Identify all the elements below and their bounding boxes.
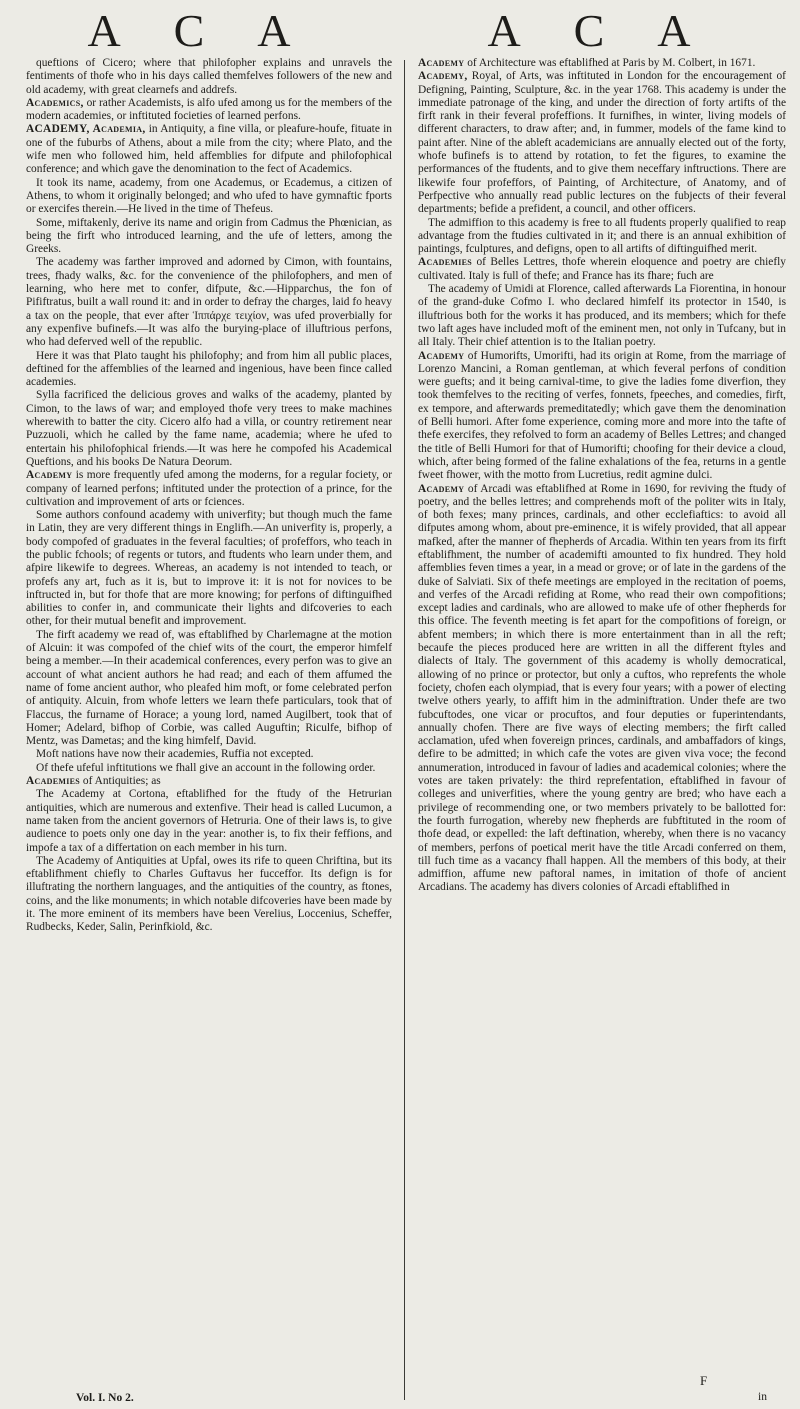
entry-text: Sylla facrificed the delicious groves and walks of the academy, planted by Cimon, to the laws of war; and employed thofe very trees to make machines wherewith to batter the city. Cicero alfo had a villa, or country retirement near Puzzuoli, which he called by the fame name, academia; where he ufed to entertain his philofophical friends.—It was here he compofed his Academical Queftions, and his books De Natura Deorum.: [26, 389, 392, 468]
paragraph: [26, 762, 392, 775]
entry-headword: ACADEMY, Academia,: [26, 123, 146, 136]
entry-text: Of thefe ufeful inftitutions we fhall give an account in the following order.: [36, 761, 376, 774]
entry-headword: Academies: [26, 775, 81, 788]
signature-mark: F: [700, 1373, 708, 1388]
paragraph: [26, 57, 392, 97]
entry-text: The academy of Umidi at Florence, called afterwards La Fiorentina, in honour of the grand-duke Cofmo I. who declared himfelf its protector in 1540, is illuftrious both for the works it has produced, and its members; which for thefe two laft ages have included moft of the eminent men, not only in Tufcany, but in all Italy. Their chief attention is to the Italian poetry.: [418, 283, 786, 349]
left-column: [26, 57, 392, 1402]
paragraph: [26, 748, 392, 761]
entry-headword: Academy: [418, 349, 465, 362]
entry-text: of Arcadi was eftablifhed at Rome in 1690, for reviving the ftudy of poetry, and the belles lettres; and comprehends moft of the politer wits in Italy, of both fexes; many princes, cardinals, and other ecclefiaftics: to avoid all difputes among whom, about pre-eminence, it is wifely provided, that all appear mafked, after the manner of fhepherds of Arcadia. Within ten years from its firft eftablifhment, the number of academifti amounted to fix hundred. They hold affemblies feven times a year, in a mead or grove; or of late in the gardens of the duke of Salviati. Six of thefe meetings are employed in the recitation of poems, and verfes of the Arcadi refiding at Rome, who read their own compofitions; except ladies and cardinals, who are allowed to make ufe of other fhepherds for this office. The feventh meeting is fet apart for the compofitions of foreign, or abfent members; in which there is more entertainment than in all the reft; becaufe the pieces produced here are written in all the different ftyles and dialects of Italy. The government of this academy is wholly democratical, allowing of no prince or protector, but only a cuftos, who reprefents the whole fociety, chofen each olympiad, that is every four years; with a power of electing twelve others yearly, to affift him in the adminiftration. Under thefe are two fubcuftodes, one vicar or procuftos, and four deputies or fuperintendants, annually chofen. There are five ways of electing members; the firft called acclamation, ufed when fovereign princes, cardinals, and ambaffadors of kings, defire to be admitted; in which cafe the votes are given viva voce; the fecond annumeration, introduced in favour of ladies and academical colonies; where the votes are taken privately: the third reprefentation, eftablifhed in favour of colleges and univerfities, where the young gentry are bred; who have each a privilege of recommending one, or two members privately to be ballotted for: the fourth furrogation, whereby new fhepherds are fubftituted in the room of thofe dead, or expelled: the laft deftination, whereby, when there is no vacancy of members, perfons of poetical merit have the title Arcadi conferred on them, till fuch time as a vacancy fhall happen. All the members of this body, at their admiffion, affume new paftoral names, in imitation of thofe of ancient Arcadians. The academy has divers colonies of Arcadi eftablifhed in: [418, 482, 786, 894]
entry-headword: Academy: [418, 57, 465, 69]
running-head-right: A C A: [487, 5, 713, 56]
entry-text: The Academy of Antiquities at Upfal, owes its rife to queen Chriftina, but its eftablifhment chiefly to Charles Guftavus her fucceffor. Its defign is for illuftrating the northern languages, and the antiquities of the country, as ftones, coins, and the like monuments; in which notable difcoveries have been made by it. The more eminent of its members have been Verelius, Loccenius, Scheffer, Rudbecks, Keder, Salin, Perinfkiold, &c.: [26, 854, 392, 934]
entry-headword: Academy: [418, 482, 465, 495]
entry-text: The firft academy we read of, was eftablifhed by Charlemagne at the motion of Alcuin: it was compofed of the chief wits of the court, the emperor himfelf being a member.—In their academical conferences, every perfon was to give an account of what ancient authors he had read; and each of them affumed the name of fome ancient author, who pleafed him moft, or fome celebrated perfon of antiquity. Alcuin, from whofe letters we learn thefe particulars, took that of Flaccus, the furname of Horace; a young lord, named Augilbert, took that of Homer; Adelard, bifhop of Corbie, was called Auguftin; Riculfe, bifhop of Mentz, was Dametas; and the king himfelf, David.: [26, 628, 392, 748]
volume-number: Vol. I. No 2.: [76, 1392, 134, 1404]
dictionary-entry: [418, 256, 786, 283]
entry-text: Royal, of Arts, was inftituted in London for the encouragement of Defigning, Painting, Sculpture, &c. in the year 1768. This academy is under the immediate patronage of the king, and under the direction of forty artifts of the firft rank in their feveral profeffions. It furnifhes, in winter, living models of different characters, to draw after; and, in fummer, models of the fame kind to paint after. Nine of the ableft academicians are annually elected out of the forty, whofe bufinefs is to attend by rotation, to fet the figures, to examine the performances of the ftudents, and to give them neceffary inftructions. There are likewife four profeffors, of Painting, of Architecture, of Anatomy, and of Perfpective who annually read public lectures on the fubjects of their feveral departments; befide a prefident, a council, and other officers.: [418, 70, 786, 216]
entry-text: or rather Academists, is alfo ufed among us for the members of the modern academies, or inftituted focieties of learned perfons.: [26, 96, 392, 123]
entry-text: Some, miftakenly, derive its name and origin from Cadmus the Phœnician, as being the firft who introduced learning, and the ufe of letters, among the Greeks.: [26, 216, 392, 256]
entry-headword: Academy,: [418, 70, 468, 83]
dictionary-entry: [418, 57, 786, 70]
paragraph: [26, 629, 392, 749]
entry-text: Some authors confound academy with univerfity; but though much the fame in Latin, they are very different things in Englifh.—An univerfity is, properly, a body compofed of graduates in the feveral faculties; of profeffors, who teach in the public fchools; of regents or tutors, and ftudents who learn under them, and afpire likewife to degrees. Whereas, an academy is not intended to teach, or profefs any art, fuch as it is, but to improve it: it is not for novices to be inftructed in, but for thofe that are more knowing; for perfons of diftinguifhed abilities to confer in, and communicate their lights and difcoveries to each other, for their mutual benefit and improvement.: [26, 509, 392, 628]
entry-text: of Antiquities; as: [82, 775, 161, 788]
paragraph: [26, 350, 392, 390]
paragraph: [26, 509, 392, 629]
catchword: in: [758, 1391, 767, 1403]
paragraph: [26, 256, 392, 349]
entry-text: in Antiquity, a fine villa, or pleafure-houfe, fituate in one of the fuburbs of Athens, about a mile from the city; where Plato, and the wife men who followed him, held affemblies for difpute and philofophical conference; and which gave the denomination to the fect of Academics.: [26, 123, 392, 176]
dictionary-entry: [26, 469, 392, 509]
dictionary-entry: [26, 775, 392, 788]
dictionary-entry: [26, 97, 392, 124]
paragraph: [418, 217, 786, 257]
entry-text: Here it was that Plato taught his philofophy; and from him all public places, deftined for the affemblies of the learned and ingenious, have been fince called academies.: [26, 349, 392, 389]
paragraph: [26, 217, 392, 257]
entry-text: of Architecture was eftablifhed at Paris by M. Colbert, in 1671.: [467, 57, 756, 69]
entry-text: The Academy at Cortona, eftablifhed for the ftudy of the Hetrurian antiquities, which are numerous and extenfive. Their head is called Lucumon, a name taken from the ancient governors of Hetruria. One of their laws is, to give audience to poets only one day in the year: another is, to fix their feffions, and impofe a tax of a differtation on each member in his turn.: [26, 788, 392, 854]
entry-text: It took its name, academy, from one Academus, or Ecademus, a citizen of Athens, to whom it originally belonged; and who ufed to have gymnaftic fports or exercifes therein.—He lived in the time of Thefeus.: [26, 176, 392, 216]
entry-text: is more frequently ufed among the moderns, for a regular fociety, or company of learned perfons; inftituted under the protection of a prince, for the cultivation and improvement of arts or fciences.: [26, 469, 392, 508]
running-head-left: A C A: [87, 5, 313, 56]
entry-text: of Humorifts, Umorifti, had its origin at Rome, from the marriage of Lorenzo Mancini, a Roman gentleman, at which feveral perfons of condition were guefts; and it being carnival-time, to give the ladies fome diverfion, they took themfelves to the reciting of verfes, fonnets, fpeeches, and comedies, firft, ex tempore, and afterwards premeditatedly; which gave them the denomination of Belli humori. After fome experience, coming more and more into the tafte of thefe exercifes, they refolved to form an academy of Belles Lettres; and changed the title of Belli Humori for that of Humorifti; choofing for their device a cloud, which, after being formed of the faline exhalations of the fea, returns in a gentle fweet fhower, with the motto from Lucretius, redit agmine dulci.: [418, 349, 786, 482]
entry-text: The academy was farther improved and adorned by Cimon, with fountains, trees, fhady walks, &c. for the convenience of the philofophers, and men of learning, who here met to confer, difpute, &c.—Hipparchus, the fon of Pififtratus, built a wall round it: and in order to defray the charges, laid fo heavy a tax on the people, that ever after Ἱππάρχε τειχίον, was ufed proverbially for any expenfive bufinefs.—It was alfo the burying-place of illuftrious perfons, who had deferved well of the republic.: [26, 256, 392, 349]
dictionary-entry: [418, 70, 786, 216]
entry-text: The admiffion to this academy is free to all ftudents properly qualified to reap advantage from the ftudies cultivated in it; and there is an annual exhibition of paintings, fculptures, and defigns, open to all artifts of diftinguifhed merit.: [418, 216, 786, 256]
entry-headword: Academies: [418, 256, 473, 269]
right-column: [418, 57, 786, 1342]
paragraph: [26, 788, 392, 854]
dictionary-entry: [26, 123, 392, 176]
entry-headword: Academy: [26, 469, 73, 482]
column-divider: [404, 60, 405, 1400]
paragraph: [26, 389, 392, 469]
dictionary-entry: [418, 350, 786, 483]
paragraph: [26, 855, 392, 935]
paragraph: [26, 177, 392, 217]
entry-text: Moft nations have now their academies, Ruffia not excepted.: [36, 748, 314, 761]
entry-headword: Academics,: [26, 96, 84, 109]
entry-text: queftions of Cicero; where that philofopher explains and unravels the fentiments of thofe who in his days called themfelves followers of the new and old academy, with great clearnefs and addrefs.: [26, 57, 392, 96]
paragraph: [418, 283, 786, 349]
entry-text: of Belles Lettres, thofe wherein eloquence and poetry are chiefly cultivated. Italy is full of thefe; and France has its fhare; fuch are: [418, 256, 786, 282]
dictionary-entry: [418, 483, 786, 895]
